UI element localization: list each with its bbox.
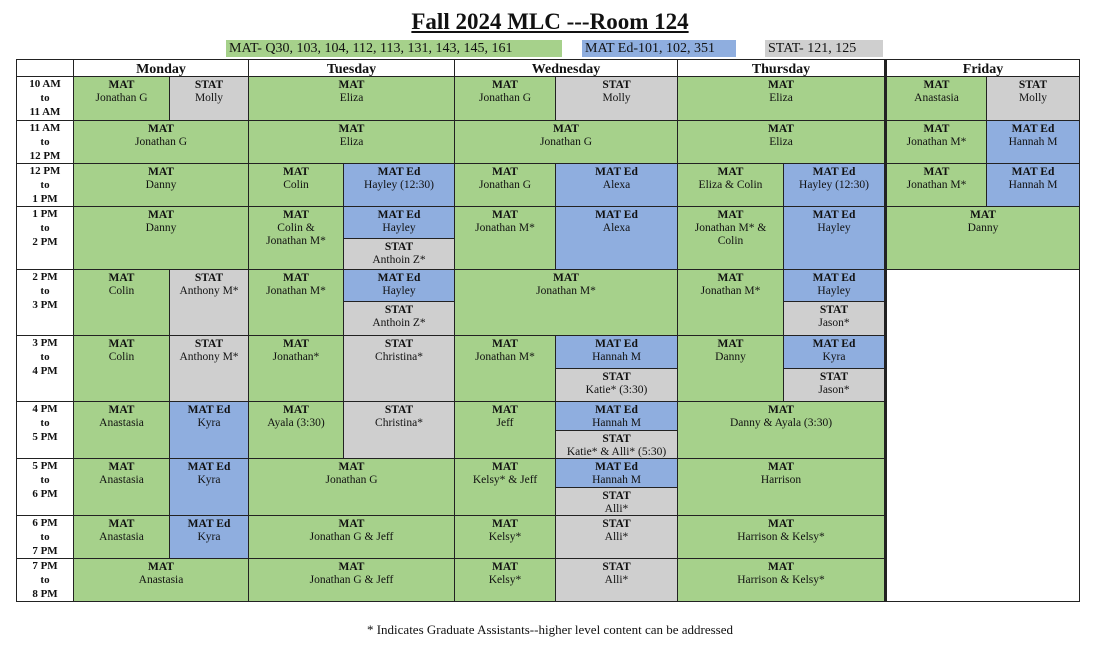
session-cell: MAT Ed Hayley (12:30) bbox=[343, 163, 455, 207]
schedule-grid bbox=[16, 59, 1080, 602]
session-cell: MAT Jonathan G bbox=[454, 163, 556, 207]
session-cell: MAT Harrison bbox=[677, 458, 885, 516]
session-cell: STAT Christina* bbox=[343, 401, 455, 459]
time-slot: 3 PM to 4 PM bbox=[16, 335, 74, 402]
session-cell: MAT Jonathan G bbox=[248, 458, 455, 516]
session-cell: MAT Ed Alexa bbox=[555, 163, 678, 207]
session-cell: STAT Jason* bbox=[783, 301, 885, 336]
time-slot: 12 PM to 1 PM bbox=[16, 163, 74, 207]
session-cell: MAT Anastasia bbox=[73, 558, 249, 602]
session-cell: MAT Danny bbox=[73, 206, 249, 270]
legend-mat: MAT- Q30, 103, 104, 112, 113, 131, 143, 145, 161 bbox=[226, 40, 562, 57]
session-cell: STAT Molly bbox=[986, 76, 1080, 121]
session-cell: MAT Ayala (3:30) bbox=[248, 401, 344, 459]
session-cell: STAT Anthoin Z* bbox=[343, 301, 455, 336]
session-cell: MAT Jonathan M* bbox=[454, 335, 556, 402]
session-cell: MAT Danny & Ayala (3:30) bbox=[677, 401, 885, 459]
day-header-wednesday: Wednesday bbox=[454, 59, 678, 77]
day-header-thursday: Thursday bbox=[677, 59, 885, 77]
page-title: Fall 2024 MLC ---Room 124 bbox=[411, 9, 689, 34]
session-cell: MAT Danny bbox=[677, 335, 784, 402]
session-cell: MAT Ed Hayley bbox=[783, 206, 885, 270]
session-cell: MAT Colin bbox=[73, 335, 170, 402]
corner-cell bbox=[16, 59, 74, 77]
session-cell: MAT Anastasia bbox=[73, 401, 170, 459]
session-cell: STAT Anthoin Z* bbox=[343, 238, 455, 270]
session-cell: MAT Eliza bbox=[248, 120, 455, 164]
session-cell: MAT Harrison & Kelsy* bbox=[677, 558, 885, 602]
session-cell: STAT Anthony M* bbox=[169, 269, 249, 336]
session-cell: STAT Christina* bbox=[343, 335, 455, 402]
session-cell: STAT Molly bbox=[555, 76, 678, 121]
session-cell: MAT Danny bbox=[884, 206, 1080, 270]
session-cell: MAT Jonathan M* bbox=[248, 269, 344, 336]
session-cell: STAT Alli* bbox=[555, 487, 678, 516]
time-slot: 2 PM to 3 PM bbox=[16, 269, 74, 336]
time-slot: 5 PM to 6 PM bbox=[16, 458, 74, 516]
session-cell: MAT Ed Kyra bbox=[169, 515, 249, 559]
session-cell: MAT Ed Hannah M bbox=[555, 335, 678, 369]
session-cell: MAT Eliza bbox=[248, 76, 455, 121]
session-cell: MAT Anastasia bbox=[73, 458, 170, 516]
session-cell: MAT Jonathan M* bbox=[884, 163, 987, 207]
session-cell: MAT Anastasia bbox=[884, 76, 987, 121]
footnote: * Indicates Graduate Assistants--higher level content can be addressed bbox=[366, 622, 734, 637]
session-cell: MAT Jonathan G & Jeff bbox=[248, 558, 455, 602]
session-cell: MAT Jonathan M* bbox=[677, 269, 784, 336]
session-cell: STAT Alli* bbox=[555, 515, 678, 559]
session-cell: MAT Colin & Jonathan M* bbox=[248, 206, 344, 270]
session-cell: MAT Kelsy* & Jeff bbox=[454, 458, 556, 516]
session-cell: MAT Kelsy* bbox=[454, 558, 556, 602]
session-cell: MAT Jonathan G & Jeff bbox=[248, 515, 455, 559]
legend-mat-ed: MAT Ed-101, 102, 351 bbox=[582, 40, 736, 57]
time-slot: 11 AM to 12 PM bbox=[16, 120, 74, 164]
day-header-tuesday: Tuesday bbox=[248, 59, 455, 77]
session-cell: MAT Anastasia bbox=[73, 515, 170, 559]
session-cell: MAT Eliza bbox=[677, 120, 885, 164]
session-cell: MAT Danny bbox=[73, 163, 249, 207]
session-cell: STAT Katie* & Alli* (5:30) bbox=[555, 430, 678, 459]
session-cell: MAT Jonathan G bbox=[73, 120, 249, 164]
session-cell: MAT Ed Alexa bbox=[555, 206, 678, 270]
session-cell: MAT Ed Hayley (12:30) bbox=[783, 163, 885, 207]
session-cell: MAT Jonathan G bbox=[454, 76, 556, 121]
time-slot: 7 PM to 8 PM bbox=[16, 558, 74, 602]
session-cell: MAT Harrison & Kelsy* bbox=[677, 515, 885, 559]
session-cell: MAT Ed Hannah M bbox=[986, 120, 1080, 164]
session-cell: MAT Jonathan M* bbox=[884, 120, 987, 164]
session-cell: MAT Ed Hannah M bbox=[555, 401, 678, 431]
session-cell: MAT Ed Hayley bbox=[343, 269, 455, 302]
session-cell: STAT Jason* bbox=[783, 368, 885, 402]
empty-cell bbox=[884, 269, 1080, 602]
session-cell: MAT Ed Kyra bbox=[783, 335, 885, 369]
time-slot: 10 AM to 11 AM bbox=[16, 76, 74, 121]
session-cell: STAT Alli* bbox=[555, 558, 678, 602]
time-slot: 6 PM to 7 PM bbox=[16, 515, 74, 559]
session-cell: MAT Eliza & Colin bbox=[677, 163, 784, 207]
session-cell: MAT Jonathan G bbox=[73, 76, 170, 121]
legend-stat: STAT- 121, 125 bbox=[765, 40, 883, 57]
time-slot: 1 PM to 2 PM bbox=[16, 206, 74, 270]
session-cell: MAT Kelsy* bbox=[454, 515, 556, 559]
session-cell: MAT Jeff bbox=[454, 401, 556, 459]
session-cell: STAT Anthony M* bbox=[169, 335, 249, 402]
session-cell: MAT Jonathan G bbox=[454, 120, 678, 164]
session-cell: MAT Colin bbox=[248, 163, 344, 207]
session-cell: MAT Ed Hayley bbox=[783, 269, 885, 302]
time-slot: 4 PM to 5 PM bbox=[16, 401, 74, 459]
session-cell: MAT Jonathan M* bbox=[454, 206, 556, 270]
day-header-friday: Friday bbox=[884, 59, 1080, 77]
session-cell: MAT Eliza bbox=[677, 76, 885, 121]
session-cell: MAT Ed Kyra bbox=[169, 458, 249, 516]
session-cell: STAT Katie* (3:30) bbox=[555, 368, 678, 402]
day-header-monday: Monday bbox=[73, 59, 249, 77]
session-cell: MAT Jonathan M* & Colin bbox=[677, 206, 784, 270]
session-cell: MAT Ed Hannah M bbox=[555, 458, 678, 488]
session-cell: MAT Ed Hannah M bbox=[986, 163, 1080, 207]
session-cell: MAT Ed Hayley bbox=[343, 206, 455, 239]
session-cell: STAT Molly bbox=[169, 76, 249, 121]
session-cell: MAT Colin bbox=[73, 269, 170, 336]
session-cell: MAT Jonathan* bbox=[248, 335, 344, 402]
session-cell: MAT Ed Kyra bbox=[169, 401, 249, 459]
session-cell: MAT Jonathan M* bbox=[454, 269, 678, 336]
